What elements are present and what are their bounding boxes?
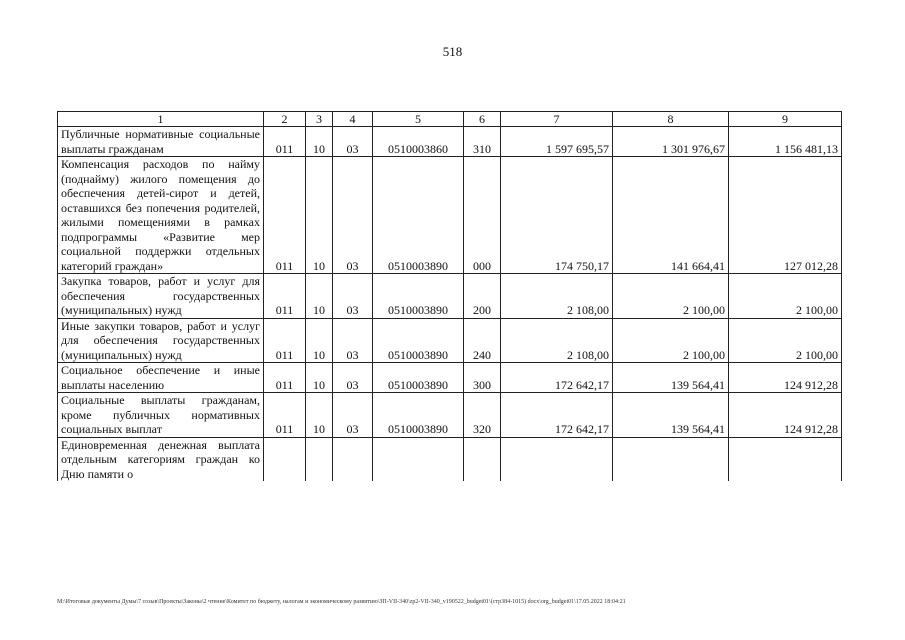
cell-section: 10	[306, 318, 333, 363]
cell-expense-type: 310	[464, 127, 501, 157]
file-path-footer: M:\Итоговые документы Думы\7 созыв\Проекты\Законы\2 чтение\Комитет по бюджету, налогам и экономическому развитию\ЗП-VII-340\zp2-VII-340_v190522_budget01\(стр384-1015) docx\org_budget01\17.05.2022 18:04:21	[57, 599, 626, 605]
row-name: Иные закупки товаров, работ и услуг для обеспечения государственных (муниципальных) нужд	[58, 318, 264, 363]
cell-amount-8	[613, 437, 729, 481]
cell-amount-9	[729, 437, 842, 481]
cell-section: 10	[306, 393, 333, 438]
cell-subsection: 03	[333, 127, 373, 157]
cell-amount-8: 139 564,41	[613, 363, 729, 393]
cell-target-article: 0510003890	[373, 274, 464, 319]
cell-ministry	[264, 437, 306, 481]
cell-subsection: 03	[333, 274, 373, 319]
cell-subsection: 03	[333, 393, 373, 438]
cell-amount-7: 172 642,17	[501, 363, 613, 393]
cell-section: 10	[306, 127, 333, 157]
table-row	[58, 437, 842, 481]
header-row	[58, 112, 842, 127]
cell-target-article: 0510003890	[373, 393, 464, 438]
cell-amount-7: 2 108,00	[501, 274, 613, 319]
cell-target-article: 0510003890	[373, 318, 464, 363]
cell-amount-8: 2 100,00	[613, 318, 729, 363]
cell-target-article: 0510003890	[373, 157, 464, 274]
column-header: 2	[264, 112, 306, 127]
cell-ministry: 011	[264, 274, 306, 319]
cell-target-article: 0510003860	[373, 127, 464, 157]
column-header: 9	[729, 112, 842, 127]
cell-amount-7: 2 108,00	[501, 318, 613, 363]
table-row	[58, 274, 842, 319]
cell-ministry: 011	[264, 157, 306, 274]
column-header: 8	[613, 112, 729, 127]
cell-amount-9: 127 012,28	[729, 157, 842, 274]
cell-amount-7: 174 750,17	[501, 157, 613, 274]
cell-subsection	[333, 437, 373, 481]
row-name: Единовременная денежная выплата отдельным категориям граждан ко Дню памяти о	[58, 437, 264, 481]
cell-section	[306, 437, 333, 481]
column-header: 1	[58, 112, 264, 127]
budget-table	[57, 111, 842, 481]
table-row	[58, 318, 842, 363]
cell-amount-7	[501, 437, 613, 481]
table-row	[58, 127, 842, 157]
column-header: 6	[464, 112, 501, 127]
cell-amount-8: 1 301 976,67	[613, 127, 729, 157]
cell-subsection: 03	[333, 363, 373, 393]
row-name: Социальное обеспечение и иные выплаты населению	[58, 363, 264, 393]
cell-section: 10	[306, 157, 333, 274]
column-header: 4	[333, 112, 373, 127]
table-row	[58, 393, 842, 438]
row-name: Публичные нормативные социальные выплаты гражданам	[58, 127, 264, 157]
cell-amount-9: 124 912,28	[729, 393, 842, 438]
cell-expense-type: 000	[464, 157, 501, 274]
cell-amount-8: 141 664,41	[613, 157, 729, 274]
page-number: 518	[442, 44, 463, 59]
cell-amount-8: 2 100,00	[613, 274, 729, 319]
cell-subsection: 03	[333, 157, 373, 274]
cell-ministry: 011	[264, 318, 306, 363]
cell-section: 10	[306, 274, 333, 319]
cell-amount-8: 139 564,41	[613, 393, 729, 438]
cell-amount-9: 2 100,00	[729, 318, 842, 363]
cell-target-article: 0510003890	[373, 363, 464, 393]
column-header: 5	[373, 112, 464, 127]
cell-expense-type: 240	[464, 318, 501, 363]
cell-expense-type: 320	[464, 393, 501, 438]
cell-expense-type: 300	[464, 363, 501, 393]
cell-expense-type	[464, 437, 501, 481]
cell-ministry: 011	[264, 363, 306, 393]
table-row	[58, 363, 842, 393]
cell-amount-9: 2 100,00	[729, 274, 842, 319]
cell-amount-7: 172 642,17	[501, 393, 613, 438]
column-header: 3	[306, 112, 333, 127]
table-row	[58, 157, 842, 274]
cell-amount-9: 124 912,28	[729, 363, 842, 393]
cell-ministry: 011	[264, 393, 306, 438]
cell-amount-7: 1 597 695,57	[501, 127, 613, 157]
row-name: Закупка товаров, работ и услуг для обеспечения государственных (муниципальных) нужд	[58, 274, 264, 319]
cell-section: 10	[306, 363, 333, 393]
row-name: Социальные выплаты гражданам, кроме публичных нормативных социальных выплат	[58, 393, 264, 438]
row-name: Компенсация расходов по найму (поднайму) жилого помещения до обеспечения детей-сирот и детей, оставшихся без попечения родителей, жилыми помещениями в рамках подпрограммы «Развитие мер социальной поддержки отдельных категорий граждан»	[58, 157, 264, 274]
cell-amount-9: 1 156 481,13	[729, 127, 842, 157]
column-header: 7	[501, 112, 613, 127]
cell-target-article	[373, 437, 464, 481]
cell-ministry: 011	[264, 127, 306, 157]
cell-subsection: 03	[333, 318, 373, 363]
cell-expense-type: 200	[464, 274, 501, 319]
